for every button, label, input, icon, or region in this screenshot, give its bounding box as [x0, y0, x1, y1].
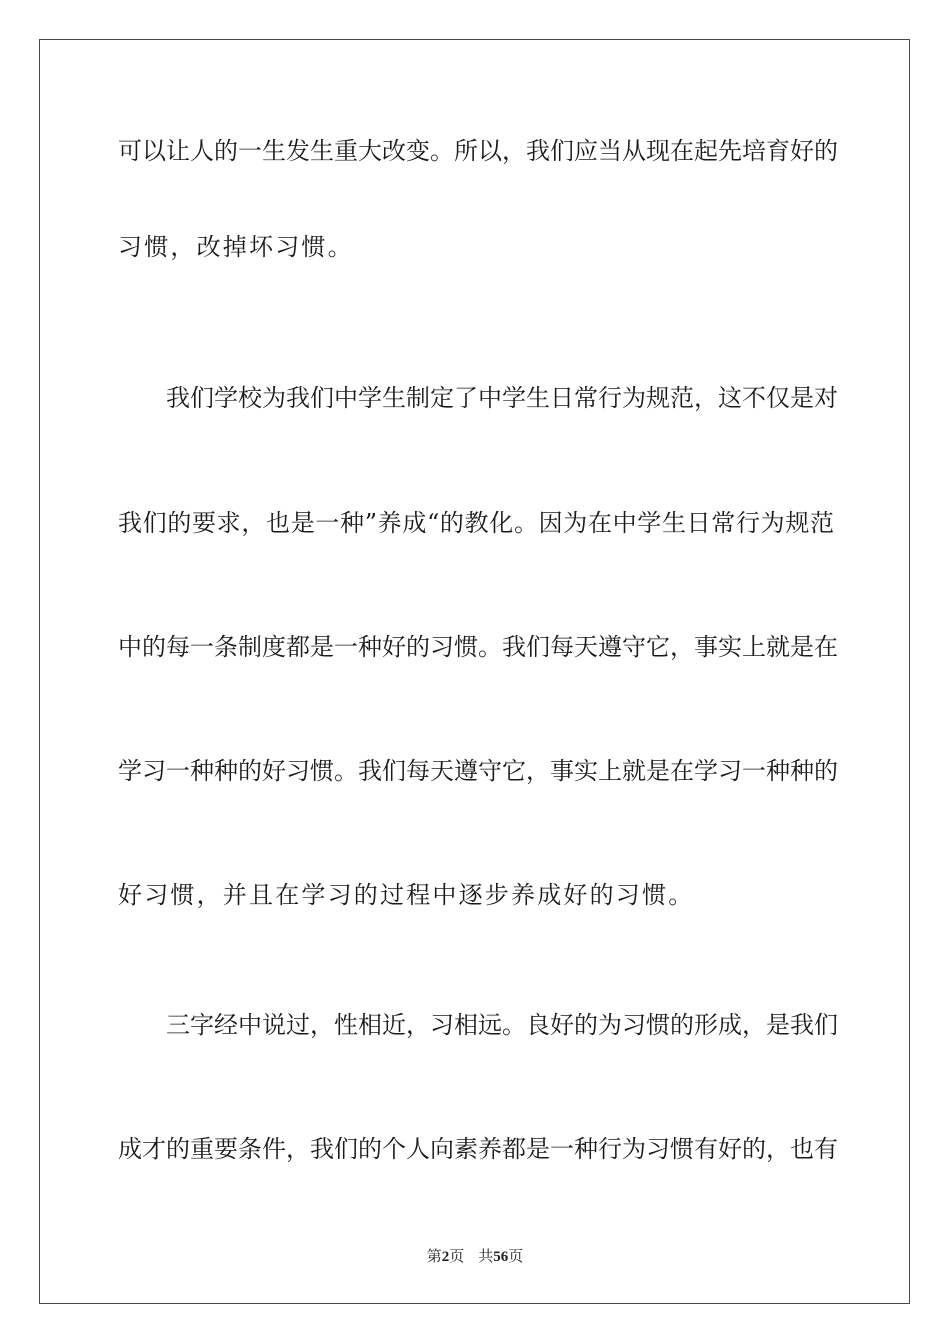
text-line-3: 我们学校为我们中学生制定了中学生日常行为规范，这不仅是对 [166, 384, 838, 412]
text-line-8: 三字经中说过，性相近，习相远。良好的为习惯的形成，是我们 [166, 1011, 838, 1039]
current-page-number: 2 [441, 1249, 450, 1265]
text-line-5: 中的每一条制度都是一种好的习惯。我们每天遵守它，事实上就是在 [118, 633, 838, 661]
text-line-7: 好习惯，并且在学习的过程中逐步养成好的习惯。 [118, 881, 695, 909]
page-footer [0, 1246, 950, 1267]
footer-prefix: 第 [426, 1247, 442, 1265]
text-line-1: 可以让人的一生发生重大改变。所以，我们应当从现在起先培育好的 [118, 137, 838, 165]
footer-total-prefix: 共 [478, 1247, 494, 1265]
text-line-9: 成才的重要条件，我们的个人向素养都是一种行为习惯有好的，也有 [118, 1135, 838, 1163]
text-line-6: 学习一种种的好习惯。我们每天遵守它，事实上就是在学习一种种的 [118, 757, 838, 785]
footer-page-unit: 页 [449, 1247, 465, 1265]
total-pages-number: 56 [493, 1249, 509, 1265]
text-line-4: 我们的要求，也是一种”养成“的教化。因为在中学生日常行为规范 [118, 509, 834, 537]
text-line-2: 习惯，改掉坏习惯。 [118, 233, 354, 261]
footer-total-unit: 页 [508, 1247, 524, 1265]
page-border [39, 39, 910, 1304]
